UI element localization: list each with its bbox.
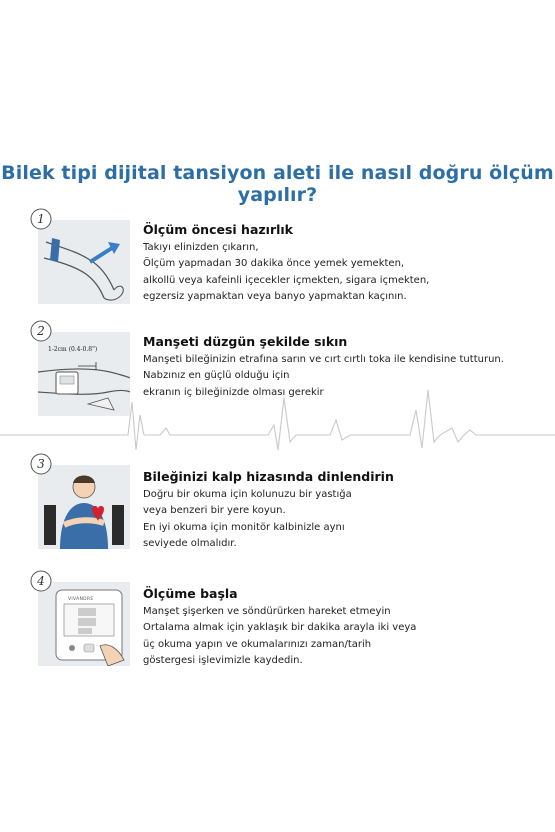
step-heading: Bileğinizi kalp hizasında dinlendirin: [143, 469, 394, 484]
step-4-illustration: [38, 582, 130, 666]
device-brand-label: VIVANDRE: [68, 597, 94, 602]
step-heading: Manşeti düzgün şekilde sıkın: [143, 334, 348, 349]
step-3-illustration: [38, 465, 130, 549]
step-text-line: Ortalama almak için yaklaşık bir dakika arayla iki veya: [143, 622, 417, 634]
wrist-cuff-position-image: [38, 332, 130, 416]
step-text-line: alkollü veya kafeinli içecekler içmekten, sigara içmekten,: [143, 274, 430, 286]
step-number-badge: [30, 570, 52, 592]
step-heading: Ölçüme başla: [143, 586, 238, 601]
monitor-start-button-image: [38, 582, 130, 666]
step-text-line: üç okuma yapın ve okumalarınızı zaman/tarih: [143, 638, 372, 650]
cuff-distance-label: 1-2cm (0.4-0.8"): [48, 346, 98, 353]
step-number-badge: [30, 320, 52, 342]
step-text-line: Manşet şişerken ve söndürürken hareket etmeyin: [143, 606, 391, 617]
step-3: [37, 457, 538, 555]
page-title: Bilek tipi dijital tansiyon aleti ile nasıl doğru ölçüm yapılır?: [1, 162, 554, 206]
step-number-badge: [30, 453, 52, 475]
svg-text:3: 3: [37, 457, 45, 471]
step-1: [37, 212, 538, 310]
step-2-illustration: [38, 332, 130, 416]
svg-text:1: 1: [37, 212, 45, 226]
step-text-line: ekranın iç bileğinizde olması gerekir: [143, 386, 324, 398]
step-text-line: veya benzeri bir yere koyun.: [143, 505, 286, 517]
step-heading: Ölçüm öncesi hazırlık: [143, 222, 293, 237]
svg-text:4: 4: [37, 574, 45, 588]
step-4: [37, 574, 538, 672]
step-text-line: göstergesi işlevimizle kaydedin.: [143, 654, 303, 666]
step-number-badge: [30, 208, 52, 230]
step-1-illustration: [38, 220, 130, 304]
step-2: [37, 324, 538, 422]
step-text-line: Manşeti bileğinizin etrafına sarın ve cırt cırtlı toka ile kendisine tutturun.: [143, 354, 504, 365]
svg-text:2: 2: [37, 324, 45, 338]
step-text-line: Takıyı elinizden çıkarın,: [143, 242, 259, 253]
step-text-line: Doğru bir okuma için kolunuzu bir yastığa: [143, 489, 352, 500]
arm-remove-jewelry-image: [38, 220, 130, 304]
step-text-line: En iyi okuma için monitör kalbinizle aynı: [143, 521, 345, 533]
seated-person-heart-level-image: [38, 465, 130, 549]
step-text-line: seviyede olmalıdır.: [143, 537, 237, 549]
step-text-line: Ölçüm yapmadan 30 dakika önce yemek yemekten,: [143, 258, 405, 270]
step-text-line: egzersiz yapmaktan veya banyo yapmaktan kaçının.: [143, 290, 407, 302]
step-text-line: Nabzınız en güçlü olduğu için: [143, 370, 290, 382]
